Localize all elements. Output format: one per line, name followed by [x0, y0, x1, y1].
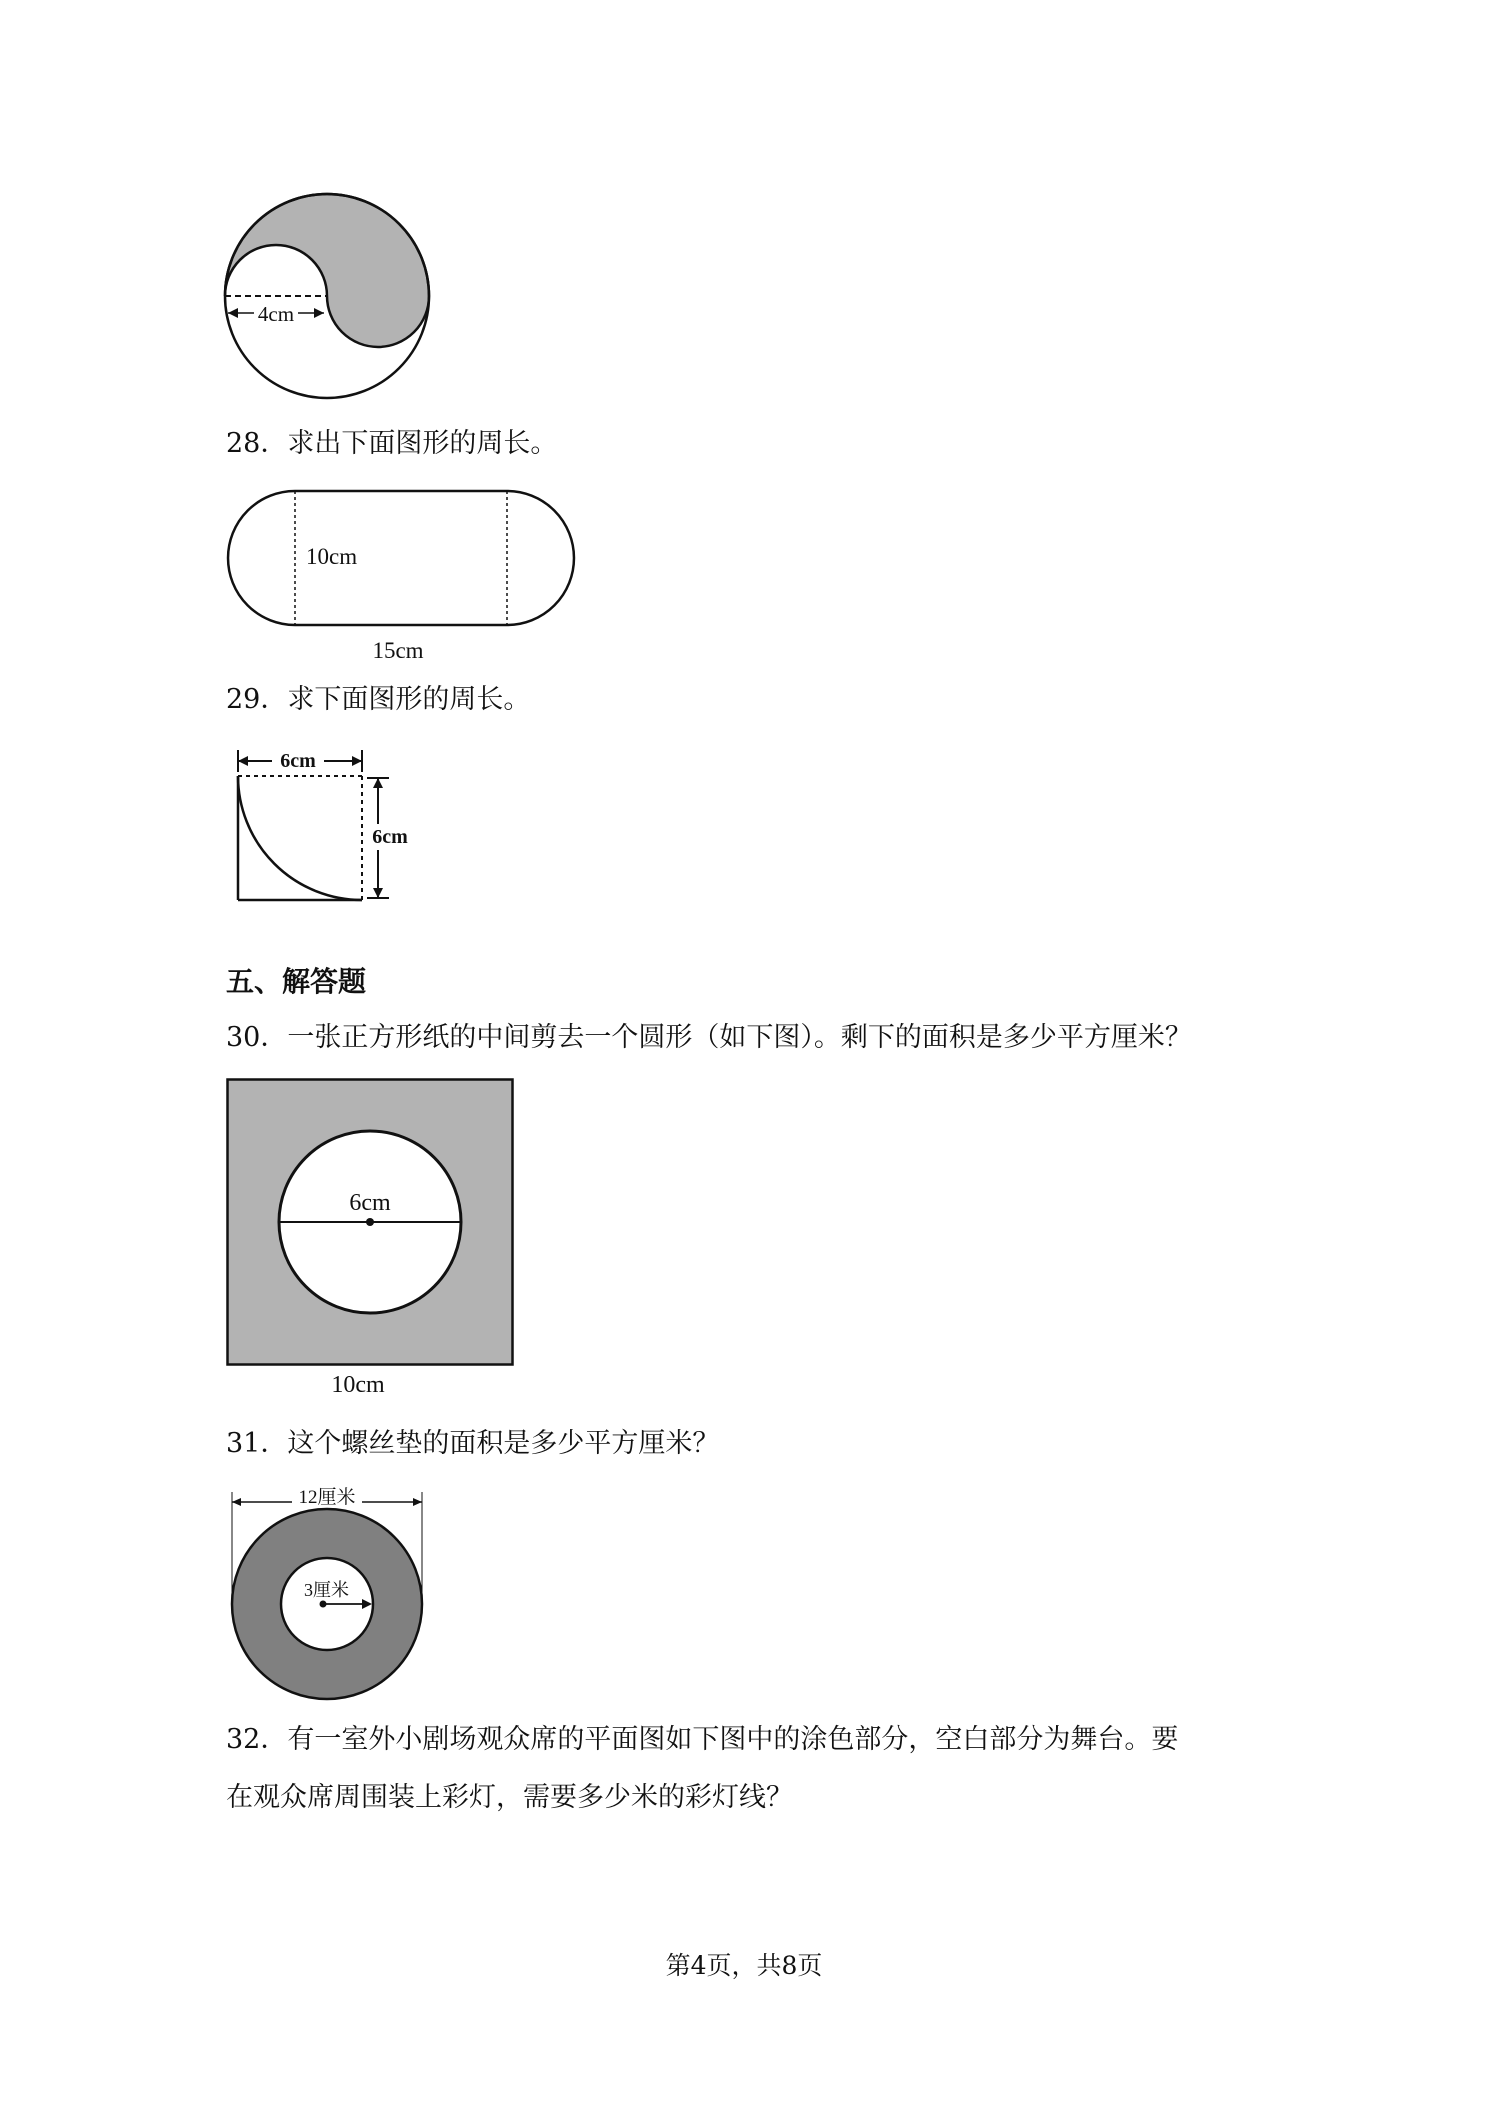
question-31-text: 31．这个螺丝垫的面积是多少平方厘米？: [226, 1428, 720, 1459]
height-label: 10cm: [306, 544, 358, 569]
figure-28-stadium: [226, 488, 586, 668]
arrow-left-icon: [238, 756, 248, 766]
diameter-label: 6cm: [349, 1190, 391, 1216]
center-dot: [366, 1218, 374, 1226]
question-29-text: 29．求下面图形的周长。: [226, 684, 531, 715]
arrow-up-icon: [373, 778, 383, 788]
quarter-arc: [238, 776, 362, 900]
question-32-line2: 在观众席周围装上彩灯，需要多少米的彩灯线？: [226, 1782, 793, 1813]
figure-30-square-circle: [226, 1078, 516, 1398]
arrow-right-icon: [413, 1498, 422, 1506]
stadium-outline: [228, 491, 574, 625]
side-label: 6cm: [372, 826, 408, 848]
length-label: 15cm: [372, 638, 424, 663]
section-heading: 五、解答题: [226, 965, 367, 998]
top-label: 6cm: [280, 750, 316, 772]
figure-29-quarter-arc: [226, 740, 426, 920]
arrow-right-icon: [352, 756, 362, 766]
arrow-left-icon: [228, 308, 238, 318]
dimension-label-4cm: 4cm: [257, 302, 295, 326]
question-30-text: 30．一张正方形纸的中间剪去一个圆形（如下图）。剩下的面积是多少平方厘米？: [226, 1022, 1192, 1053]
outer-diameter-label: 12厘米: [298, 1487, 356, 1508]
figure-27-shaded-circle: [220, 188, 440, 408]
question-28-text: 28．求出下面图形的周长。: [226, 428, 558, 459]
question-32-line1: 32．有一室外小剧场观众席的平面图如下图中的涂色部分，空白部分为舞台。要: [226, 1724, 1179, 1755]
figure-31-washer: [226, 1480, 436, 1705]
arrow-left-icon: [232, 1498, 241, 1506]
page-footer: 第4页，共8页: [665, 1951, 823, 1980]
arrow-down-icon: [373, 888, 383, 898]
side-length-label: 10cm: [331, 1372, 385, 1398]
inner-radius-label: 3厘米: [304, 1580, 349, 1600]
arrow-right-icon: [314, 308, 324, 318]
